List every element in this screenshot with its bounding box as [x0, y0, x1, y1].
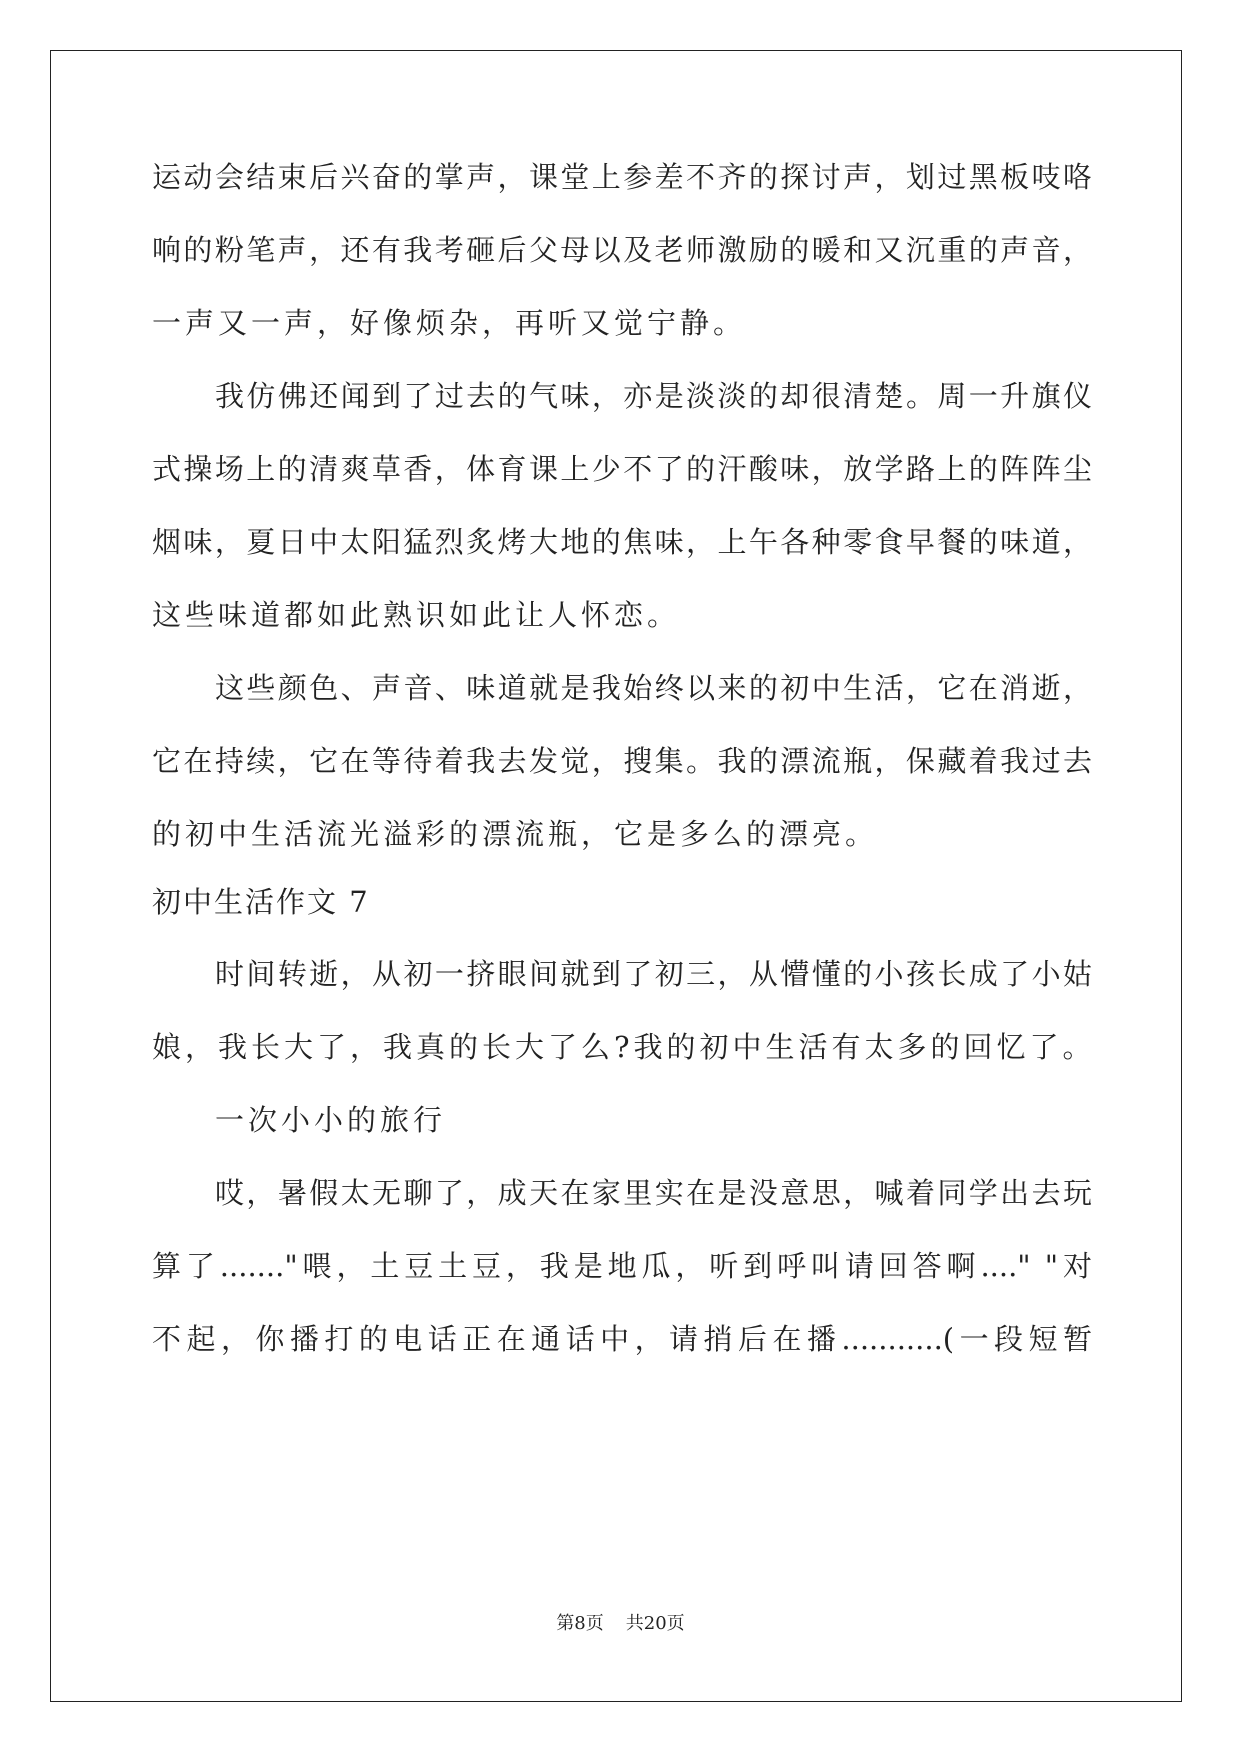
section-heading: 初中生活作文 7: [152, 885, 370, 919]
paragraph-line: 响的粉笔声，还有我考砸后父母以及老师激励的暖和又沉重的声音，: [152, 233, 1092, 267]
paragraph-line: 一声又一声，好像烦杂，再听又觉宁静。: [152, 306, 747, 340]
paragraph-line: 我仿佛还闻到了过去的气味，亦是淡淡的却很清楚。周一升旗仪: [215, 379, 1092, 413]
paragraph-line: 哎，暑假太无聊了，成天在家里实在是没意思，喊着同学出去玩: [215, 1176, 1092, 1210]
paragraph-line: 运动会结束后兴奋的掌声，课堂上参差不齐的探讨声，划过黑板吱咯: [152, 160, 1092, 194]
paragraph-line: 烟味，夏日中太阳猛烈炙烤大地的焦味，上午各种零食早餐的味道，: [152, 525, 1092, 559]
paragraph-line: 式操场上的清爽草香，体育课上少不了的汗酸味，放学路上的阵阵尘: [152, 452, 1092, 486]
subheading: 一次小小的旅行: [215, 1103, 447, 1137]
current-page-label: 第8页: [556, 1613, 604, 1634]
paragraph-line: 算了......."喂，土豆土豆，我是地瓜，听到呼叫请回答啊...." "对: [152, 1249, 1092, 1283]
page-footer: [0, 1612, 1241, 1636]
total-pages-label: 共20页: [625, 1613, 685, 1634]
paragraph-line: 的初中生活流光溢彩的漂流瓶，它是多么的漂亮。: [152, 817, 879, 851]
paragraph-line: 不起，你播打的电话正在通话中，请捎后在播...........(一段短暂: [152, 1322, 1092, 1356]
paragraph-line: 这些味道都如此熟识如此让人怀恋。: [152, 598, 681, 632]
paragraph-line: 娘，我长大了，我真的长大了么?我的初中生活有太多的回忆了。: [152, 1030, 1096, 1064]
page-border: [50, 50, 1182, 1702]
paragraph-line: 它在持续，它在等待着我去发觉，搜集。我的漂流瓶，保藏着我过去: [152, 744, 1092, 778]
paragraph-line: 时间转逝，从初一挤眼间就到了初三，从懵懂的小孩长成了小姑: [215, 957, 1092, 991]
paragraph-line: 这些颜色、声音、味道就是我始终以来的初中生活，它在消逝，: [215, 671, 1092, 705]
